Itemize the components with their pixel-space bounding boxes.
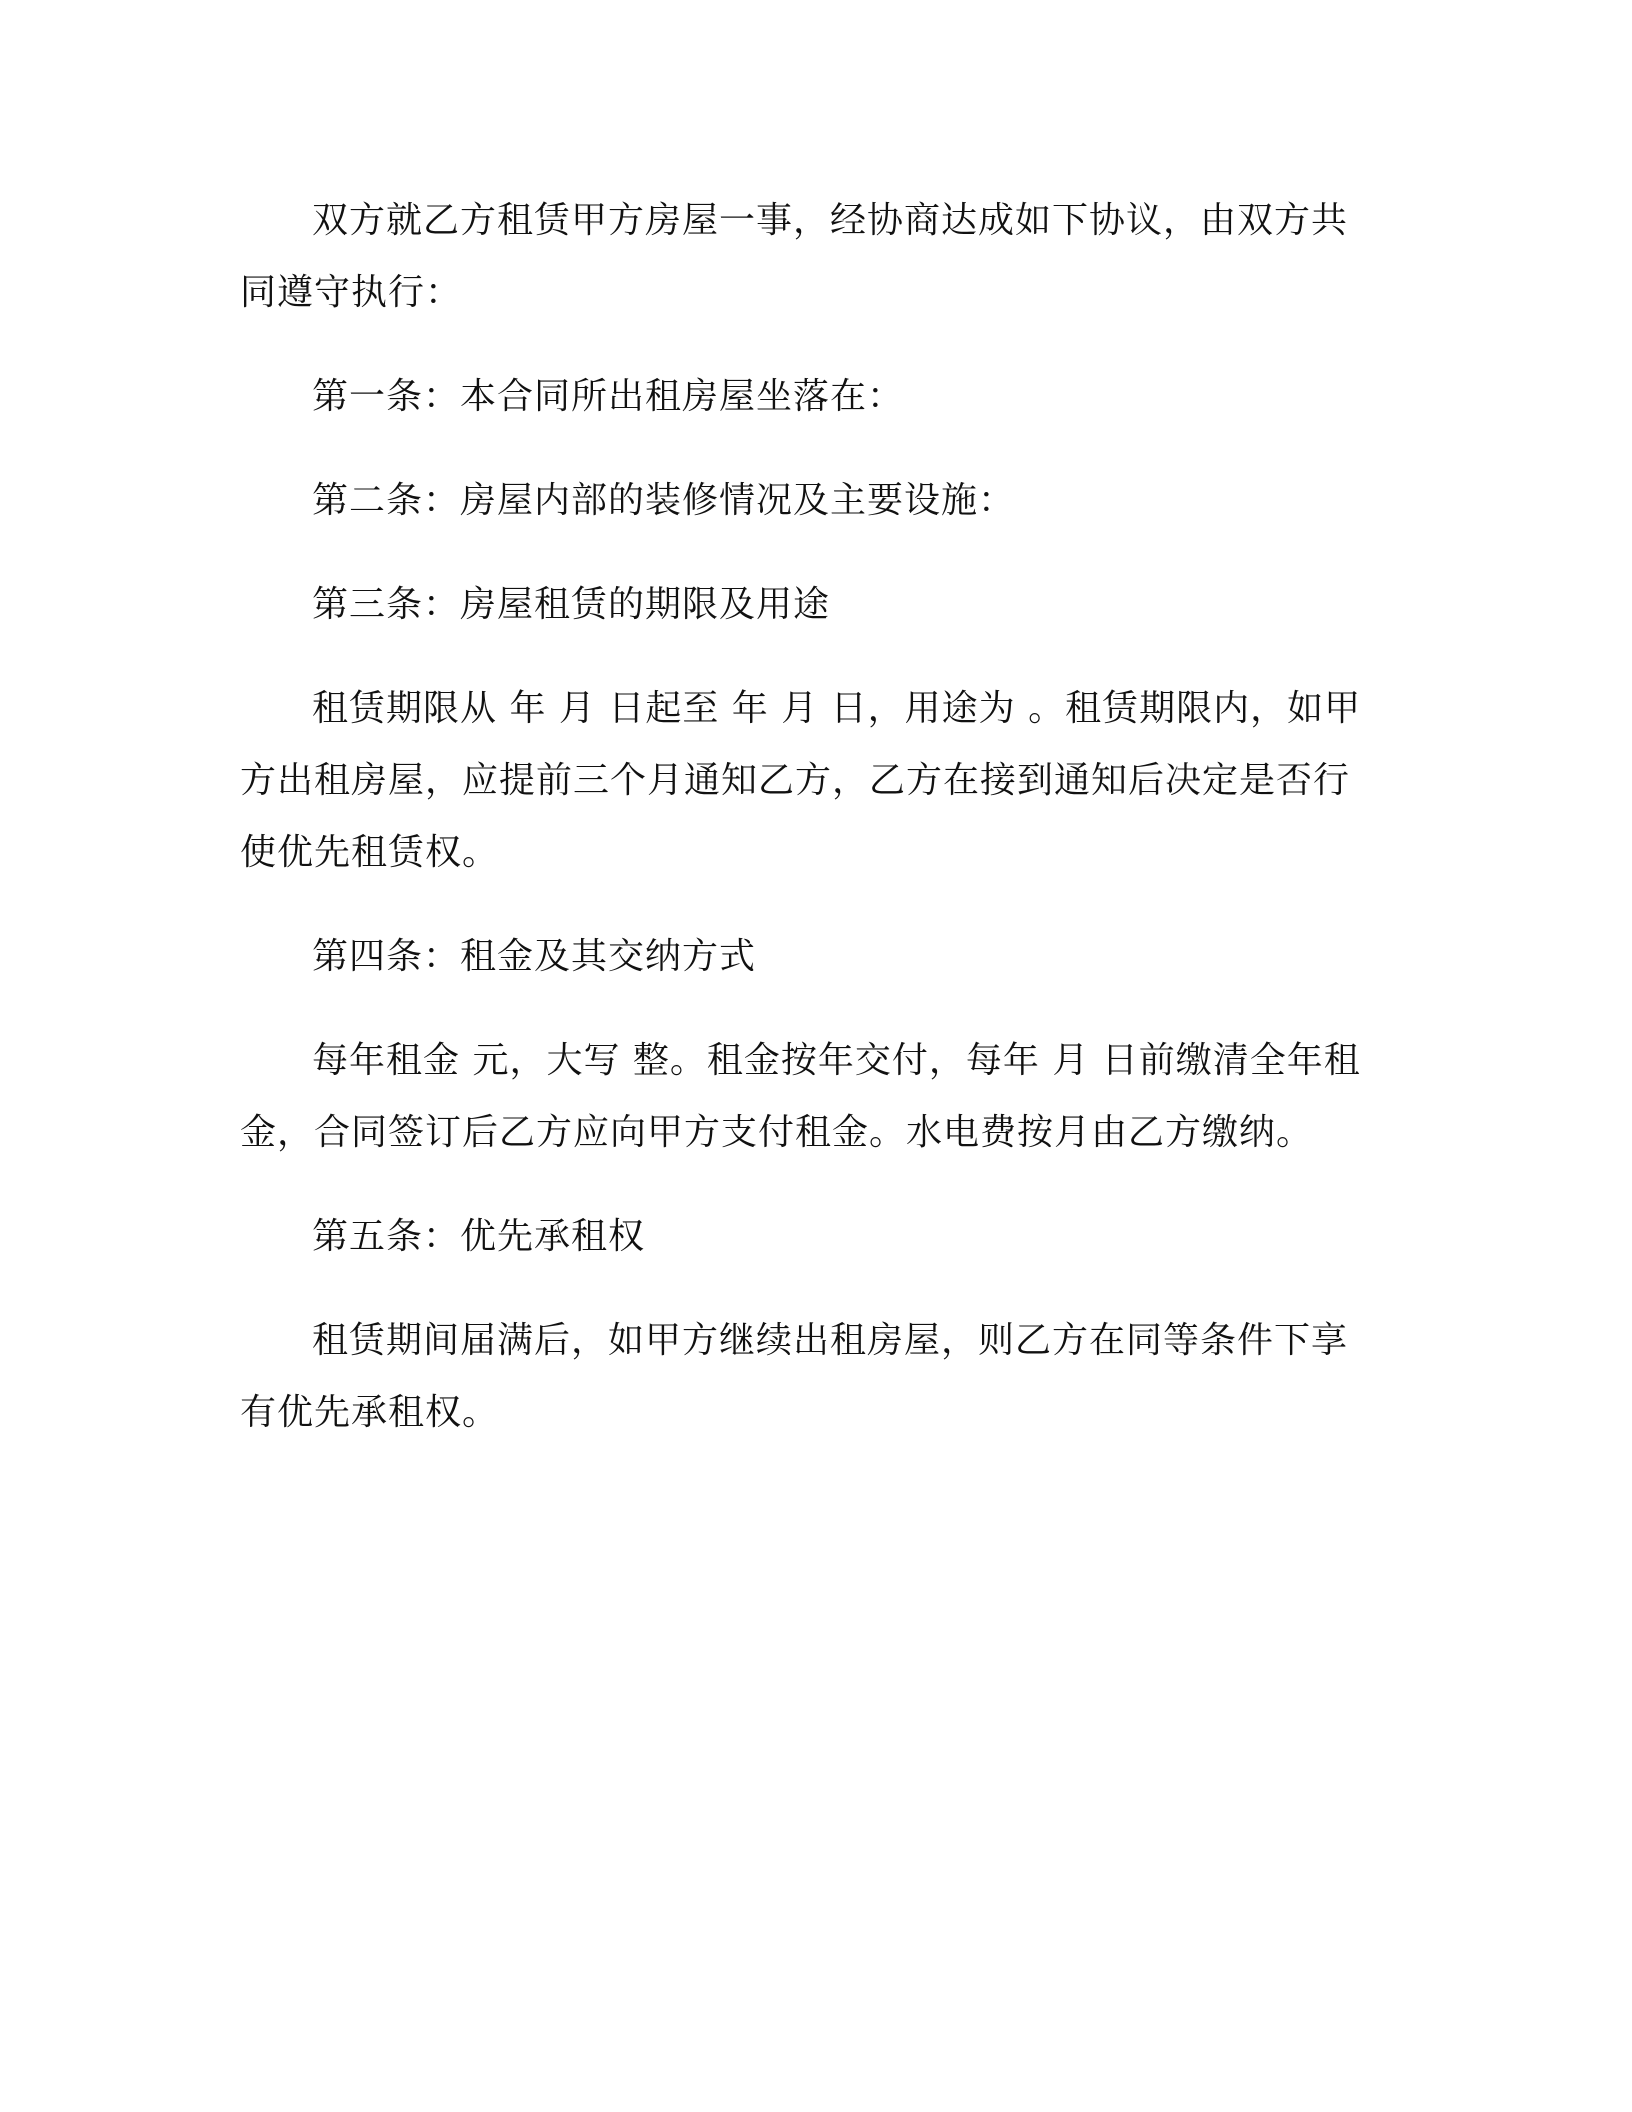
article-4-heading: 第四条：租金及其交纳方式 (312, 936, 757, 977)
article-5-body: 租赁期间届满后，如甲方继续出租房屋，则乙方在同等条件下享有优先承租权。 (240, 1320, 1349, 1433)
article-3-heading: 第三条：房屋租赁的期限及用途 (312, 584, 831, 625)
intro-paragraph: 双方就乙方租赁甲方房屋一事，经协商达成如下协议，由双方共同遵守执行： (240, 200, 1349, 313)
article-4-body: 每年租金 元，大写 整。租金按年交付，每年 月 日前缴清全年租金，合同签订后乙方应向甲方支付租金。水电费按月由乙方缴纳。 (240, 1040, 1361, 1153)
article-1-heading: 第一条：本合同所出租房屋坐落在： (312, 376, 905, 417)
article-3-body: 租赁期限从 年 月 日起至 年 月 日，用途为 。租赁期限内，如甲方出租房屋，应提前三个月通知乙方，乙方在接到通知后决定是否行使优先租赁权。 (240, 688, 1362, 873)
article-5-heading: 第五条：优先承租权 (312, 1216, 646, 1257)
article-2-heading: 第二条：房屋内部的装修情况及主要设施： (312, 480, 1016, 521)
document-body (240, 185, 1380, 1449)
